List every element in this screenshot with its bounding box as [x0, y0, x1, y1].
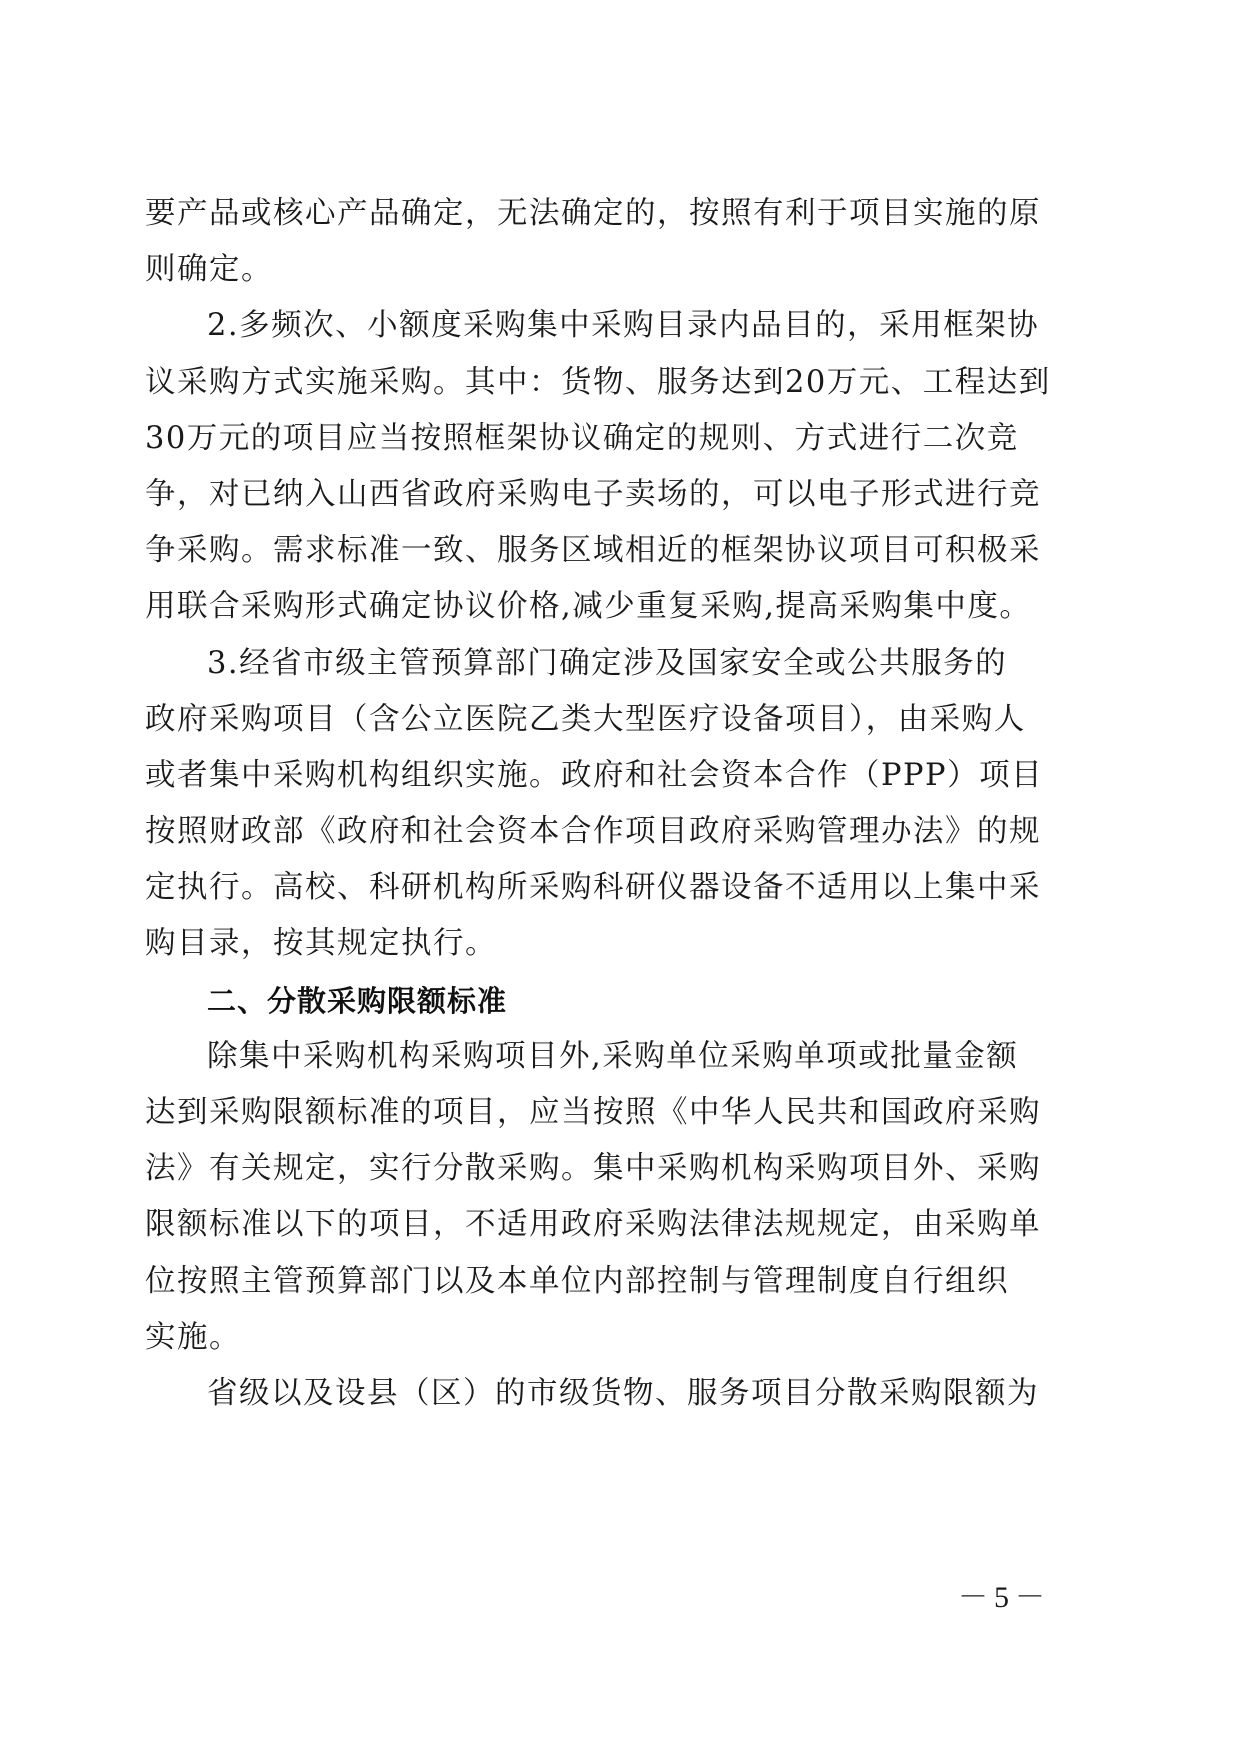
paragraph-line: 限额标准以下的项目，不适用政府采购法律法规规定，由采购单: [145, 1207, 1041, 1243]
paragraph-line: 3.经省市级主管预算部门确定涉及国家安全或公共服务的: [207, 645, 1008, 681]
paragraph-line: 或者集中采购机构组织实施。政府和社会资本合作（PPP）项目: [145, 757, 1044, 793]
paragraph-line: 法》有关规定，实行分散采购。集中采购机构采购项目外、采购: [145, 1151, 1041, 1187]
paragraph-line: 30万元的项目应当按照框架协议确定的规则、方式进行二次竞: [145, 420, 1019, 456]
paragraph-line: 购目录，按其规定执行。: [145, 926, 497, 962]
paragraph-line: 要产品或核心产品确定，无法确定的，按照有利于项目实施的原: [145, 196, 1041, 231]
section-heading: 二、分散采购限额标准: [207, 983, 508, 1018]
paragraph-line: 位按照主管预算部门以及本单位内部控制与管理制度自行组织: [145, 1263, 1009, 1299]
page-number: －5－: [958, 1581, 1051, 1614]
paragraph-line: 争，对已纳入山西省政府采购电子卖场的，可以电子形式进行竞: [145, 476, 1041, 512]
paragraph-line: 则确定。: [145, 252, 273, 288]
paragraph-line: 议采购方式实施采购。其中：货物、服务达到20万元、工程达到: [145, 364, 1051, 400]
paragraph-line: 2.多频次、小额度采购集中采购目录内品目的，采用框架协: [207, 308, 1040, 344]
paragraph-line: 除集中采购机构采购项目外,采购单位采购单项或批量金额: [207, 1038, 1019, 1074]
paragraph-line: 省级以及设县（区）的市级货物、服务项目分散采购限额为: [207, 1375, 1039, 1411]
paragraph-line: 政府采购项目（含公立医院乙类大型医疗设备项目），由采购人: [145, 701, 1026, 737]
paragraph-line: 用联合采购形式确定协议价格,减少重复采购,提高采购集中度。: [145, 589, 1032, 625]
paragraph-line: 按照财政部《政府和社会资本合作项目政府采购管理办法》的规: [145, 814, 1041, 850]
paragraph-line: 定执行。高校、科研机构所采购科研仪器设备不适用以上集中采: [145, 870, 1041, 906]
document-body: [145, 186, 1051, 1422]
paragraph-line: 实施。: [145, 1319, 241, 1355]
paragraph-line: 争采购。需求标准一致、服务区域相近的框架协议项目可积极采: [145, 533, 1041, 569]
paragraph-line: 达到采购限额标准的项目，应当按照《中华人民共和国政府采购: [145, 1095, 1041, 1130]
